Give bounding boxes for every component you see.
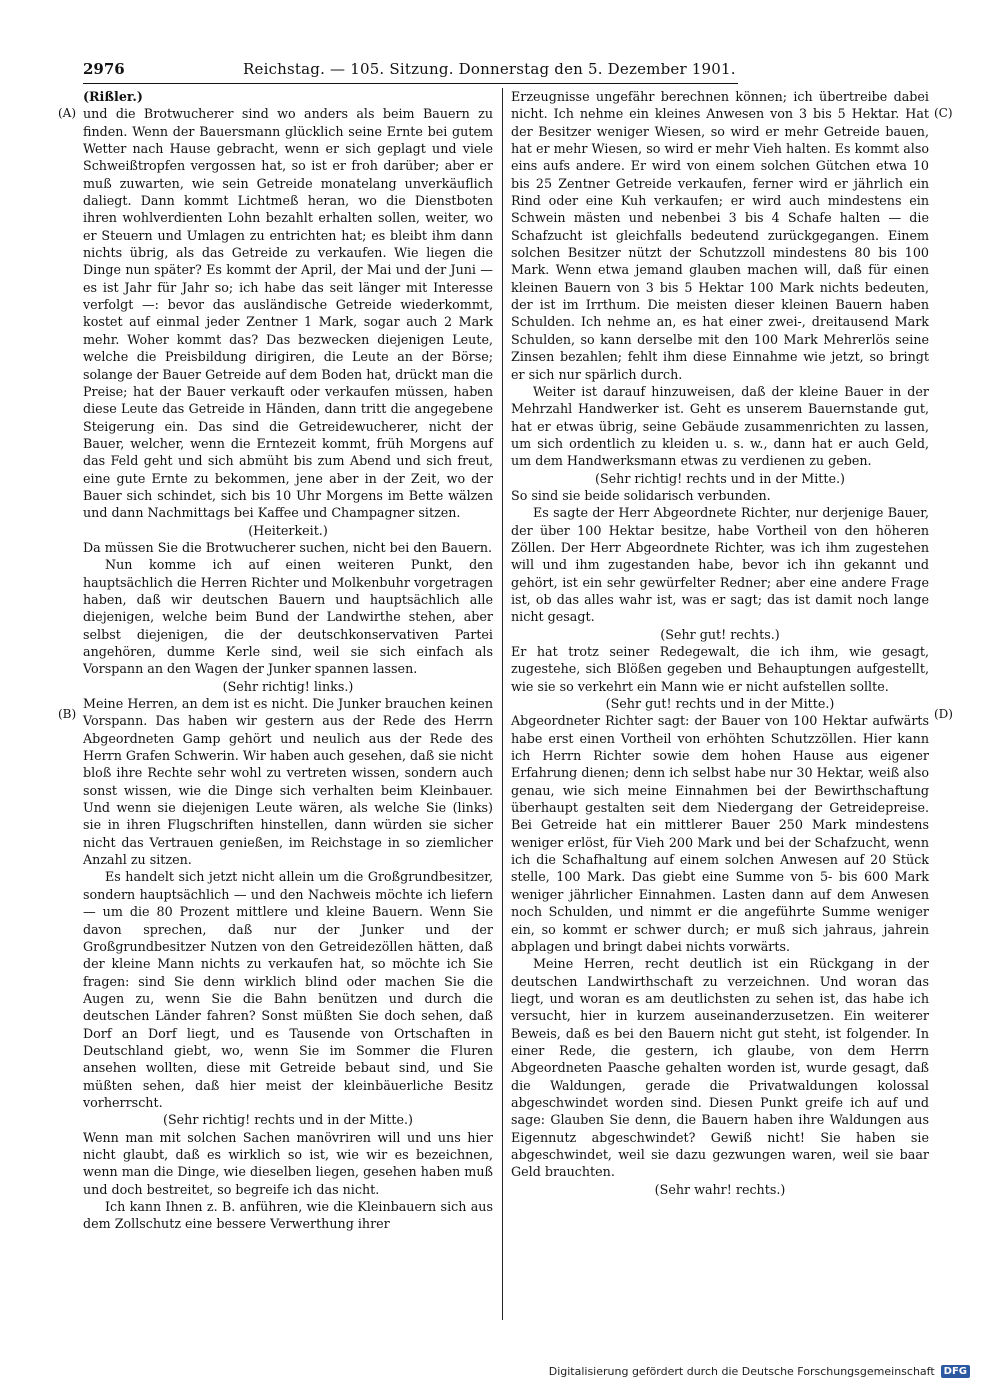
interjection: (Sehr gut! rechts.) [660,626,780,642]
paragraph: und die Brotwucherer sind wo anders als beim Bauern zu finden. Wenn der Bauersmann glücklich seine Ernte bei gutem Wetter nach Hause gebracht, wenn er sich geplagt und viele Schweißtropfen vergossen hat, so ist er froh darüber; aber er muß zuwarten, wie sein Getreide monatelang unverkäuflich daliegt. Dann kommt Lichtmeß heran, wo die Dienstboten ihren wohlverdienten Lohn bezahlt erhalten sollen, weiter, wo er Steuern und Umlagen zu entrichten hat; es bleibt ihm dann nichts übrig, als das Getreide zu verkaufen. Wie liegen die Dinge nun später? Es kommt der April, der Mai und der Juni — es ist Jahr für Jahr so; ich habe das seit länger mit Interesse verfolgt —: bevor das ausländische Getreide wiederkommt, kostet auf einmal jeder Zentner 1 Mark, sogar auch 2 Mark mehr. Woher kommt das? Das bezwecken diejenigen Leute, welche die Preisbildung dirigiren, die Leute an der Börse; solange der Bauer Getreide auf dem Boden hat, drückt man die Preise; hat der Bauer verkauft oder verkaufen müssen, haben diese Leute das Getreide in Händen, dann tritt die angegebene Steigerung ein. Das sind die Getreidewucherer, nicht der Bauer, welcher, wenn die Erntezeit kommt, früh Morgens auf das Feld geht und sich abmüht bis zum Abend und sich freut, eine gute Ernte zu bekommen, jene aber in der Zeit, wo der Bauer sich schindet, sich bis 10 Uhr Morgens im Bette wälzen und dann Nachmittags bei Kaffee und Champagner sitzen. [83,106,493,521]
margin-marker-b: (B) [58,707,77,721]
running-header [83,60,738,82]
paragraph: Abgeordneter Richter sagt: der Bauer von 100 Hektar aufwärts habe erst einen Vortheil von erhöhten Schutzzöllen. Hier kann ich Herrn Richter sowie dem hohen Hause aus eigener Erfahrung dienen; denn ich selbst habe nur 30 Hektar, weiß also genau, wie sich meine Einnahmen bei der Bewirthschaftung überhaupt gestalten seit dem Niedergang der Getreidepreise. Bei Getreide hat ein mittlerer Bauer 250 Mark mindestens weniger erlöst, für Vieh 200 Mark und bei der Schafzucht, wenn ich die Schafhaltung auf einem solchen Anwesen auf 20 Stück stelle, 100 Mark. Das giebt eine Summe von 5- bis 600 Mark weniger jährlicher Einnahmen. Lasten dann auf dem Anwesen noch Schulden, und nimmt er die angeführte Summe weniger ein, so kommt er schwer durch; er muß sich jahraus, jahrein abplagen und bringt dabei nichts vorwärts. [511,713,929,954]
paragraph: Nun komme ich auf einen weiteren Punkt, den hauptsächlich die Herren Richter und Molkenbuhr vorgetragen haben, daß wir deutschen Bauern und hauptsächlich alle diejenigen, welche beim Bund der Landwirthe stehen, aber selbst diejenigen, die der deutschkonservativen Partei angehören, dumme Kerle sind, weil sie sich einfach als Vorspann an den Wagen der Junker spannen lassen. [83,557,493,677]
dfg-logo: DFG [941,1365,970,1378]
paragraph: Meine Herren, recht deutlich ist ein Rückgang in der deutschen Landwirthschaft zu verzeichnen. Und woran das liegt, und woran es am deutlichsten zu sehen ist, das habe ich versucht, hier in kurzem auseinanderzusetzen. Ein weiterer Beweis, daß es bei den Bauern nicht gut steht, ist folgender. In einer Rede, die gestern, ich glaube, von dem Herrn Abgeordneten Paasche gehalten worden ist, wurde gesagt, daß die Waldungen, gerade die Privatwaldungen kolossal abgeschwindet worden sind. Diesen Punkt greife ich auf und sage: Glauben Sie denn, die Bauern haben ihre Waldungen aus Eigennutz abgeschwindet? Gewiß nicht! Sie haben sie abgeschwindet, weil sie dazu gezwungen waren, weil sie baar Geld brauchten. [511,956,929,1180]
paragraph: Es handelt sich jetzt nicht allein um die Großgrundbesitzer, sondern hauptsächlich — und den Nachweis möchte ich liefern — um die 80 Prozent mittlere und kleine Bauern. Wenn Sie davon sprechen, daß nur der Junker und der Großgrundbesitzer Nutzen von den Getreidezöllen hätten, daß der kleine Mann nichts zu verkaufen hat, so möchte ich Sie fragen: sind Sie denn wirklich blind oder machen Sie die Augen zu, wenn Sie die Bahn benützen und durch die deutschen Länder fahren? Sonst müßten Sie doch sehen, daß Dorf an Dorf liegt, und es Tausende von Ortschaften in Deutschland giebt, wo, wenn Sie im Sommer die Fluren ansehen wollten, diese mit Getreide bebaut sind, und Sie müßten sehen, daß hier meist der kleinbäuerliche Besitz vorherrscht. [83,869,493,1110]
column-divider [502,88,503,1320]
paragraph: Meine Herren, an dem ist es nicht. Die Junker brauchen keinen Vorspann. Das haben wir gestern aus der Rede des Herrn Abgeordneten Gamp gehört und neulich aus der Rede des Herrn Grafen Schwerin. Wir haben auch gesehen, daß sie nicht bloß ihre Rechte sehr wohl zu vertreten wissen, sondern auch sonst wissen, wie die Dinge sich verhalten beim Kleinbauer. Und wenn sie diejenigen Leute wären, als welche Sie (links) sie in ihren Flugschriften hinstellen, dann würden sie sicher nicht das Vertrauen genießen, im Reichstage in so ziemlicher Anzahl zu sitzen. [83,696,493,868]
interjection: (Sehr richtig! rechts und in der Mitte.) [163,1112,413,1128]
header-rule [83,83,738,84]
interjection: (Sehr wahr! rechts.) [654,1181,786,1197]
interjection: (Sehr richtig! rechts und in der Mitte.) [595,470,845,486]
interjection: (Sehr gut! rechts und in der Mitte.) [605,696,835,712]
footer-credit [549,1365,970,1378]
margin-marker-a: (A) [58,106,77,120]
margin-marker-c: (C) [934,106,953,120]
paragraph: Da müssen Sie die Brotwucherer suchen, nicht bei den Bauern. [83,539,493,555]
paragraph: Erzeugnisse ungefähr berechnen können; ich übertreibe dabei nicht. Ich nehme ein kleines Anwesen von 3 bis 5 Hektar. Hat der Besitzer weniger Wiesen, so wird er mehr Getreide bauen, hat er mehr Wiesen, so wird er mehr Vieh halten. Es kommt also eins aufs andere. Er wird von einem solchen Gütchen etwa 10 bis 25 Zentner Getreide verkaufen, ferner wird er jährlich ein Rind oder eine Kuh verkaufen; er wird auch mindestens ein Schwein mästen und nebenbei 3 bis 4 Schafe halten — die Schafzucht ist gleichfalls bedeutend zurückgegangen. Einem solchen Besitzer nützt der Schutzzoll mindestens 80 bis 100 Mark. Wenn etwa jemand glauben machen will, daß für einen kleinen Bauern von 3 bis 5 Hektar 100 Mark nichts bedeuten, der ist im Irrthum. Die meisten dieser kleinen Bauern haben Schulden. Ich nehme an, es hat einer zwei-, dreitausend Mark Schulden, so kann derselbe mit den 100 Mark Mehrerlös seine Zinsen bezahlen; fehlt ihm diese Einnahme wie jetzt, so bringt er sich nur spärlich durch. [511,89,929,382]
paragraph: So sind sie beide solidarisch verbunden. [511,487,771,503]
paragraph: Ich kann Ihnen z. B. anführen, wie die Kleinbauern sich aus dem Zollschutz eine bessere Verwerthung ihrer [83,1199,493,1232]
page-number: 2976 [83,60,125,78]
paragraph: Weiter ist darauf hinzuweisen, daß der kleine Bauer in der Mehrzahl Handwerker ist. Geht es unserem Bauernstande gut, hat er etwas übrig, seine Gebäude zusammenrichten zu lassen, um sich ordentlich zu kleiden u. s. w., dann hat er auch Geld, um dem Handwerksmann etwas zu verdienen zu geben. [511,383,929,469]
running-title: Reichstag. — 105. Sitzung. Donnerstag den 5. Dezember 1901. [243,60,736,78]
interjection: (Sehr richtig! links.) [222,678,354,694]
paragraph: Es sagte der Herr Abgeordnete Richter, nur derjenige Bauer, der über 100 Hektar besitze, habe Vortheil von den höheren Zöllen. Der Herr Abgeordnete Richter, was ich ihm zugestehen will und ihm zugestanden habe, bevor ich ihn gekannt und gehört, ist ein sehr gewürfelter Redner; aber eine andere Frage ist, ob das alles wahr ist, was er sagt; das ist damit noch lange nicht gesagt. [511,505,929,625]
left-text-column [83,88,493,1233]
paragraph: Wenn man mit solchen Sachen manövriren will und uns hier nicht glaubt, daß es wirklich so ist, wie wir es bezeichnen, wenn man die Dinge, wie dieselben liegen, gesehen haben muß und doch bestreitet, so begreife ich das nicht. [83,1129,493,1197]
speaker-name: (Rißler.) [83,89,143,104]
paragraph: Er hat trotz seiner Redegewalt, die ich ihm, wie gesagt, zugestehe, sich Blößen gegeben und Behauptungen aufgestellt, wie sie so verkehrt ein Mann wie er nicht aufstellen sollte. [511,644,929,694]
right-text-column [511,88,929,1198]
interjection: (Heiterkeit.) [248,522,328,538]
margin-marker-d: (D) [934,707,953,721]
footer-text: Digitalisierung gefördert durch die Deutsche Forschungsgemeinschaft [548,1365,935,1378]
